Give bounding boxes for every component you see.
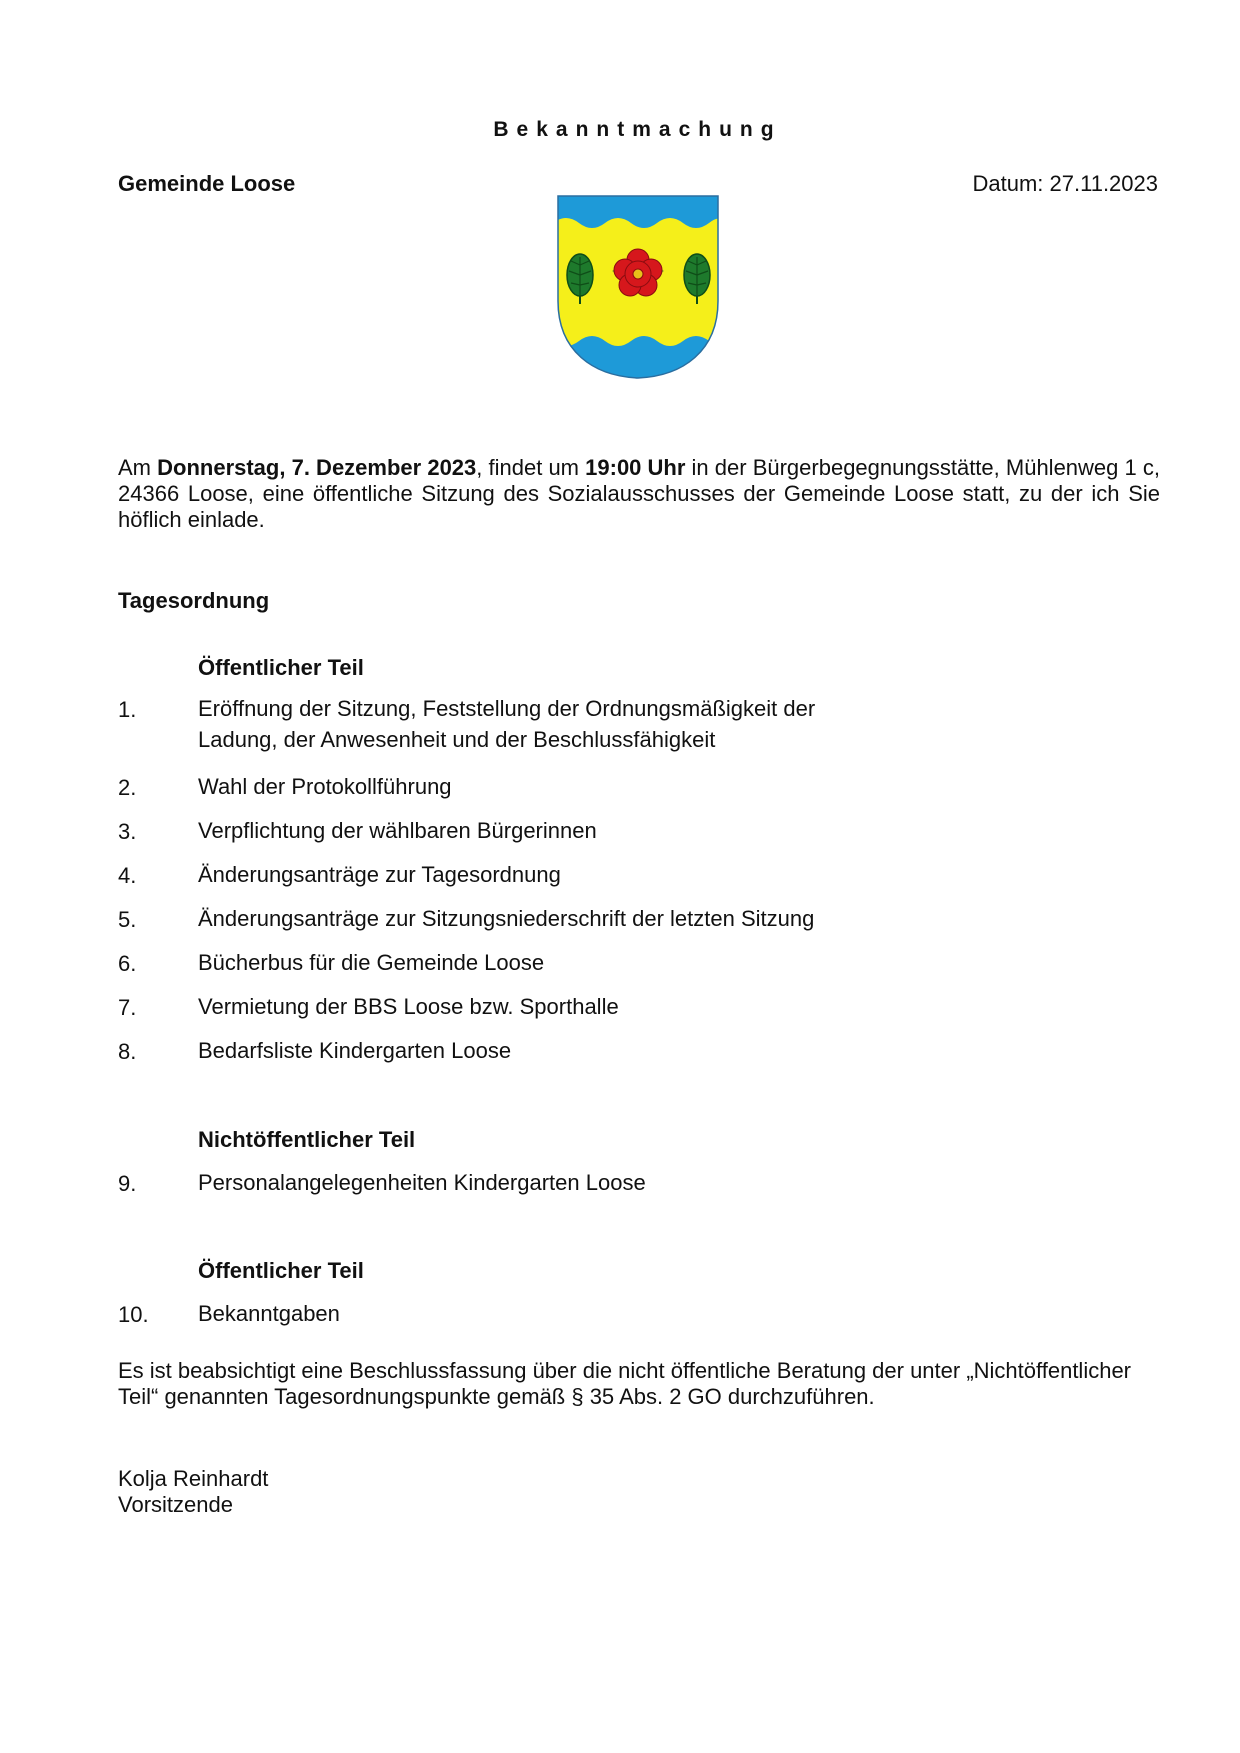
agenda-item-text: Eröffnung der Sitzung, Feststellung der Ordnungsmäßigkeit der Ladung, der Anwesenheit und der Beschlussfähigkeit bbox=[198, 696, 816, 752]
intro-text-1: Am bbox=[118, 455, 158, 480]
section-heading-public-2: Öffentlicher Teil bbox=[198, 1258, 364, 1283]
agenda-heading: Tagesordnung bbox=[118, 588, 270, 613]
agenda-item-text: Änderungsanträge zur Tagesordnung bbox=[198, 862, 561, 887]
meeting-time: 19:00 Uhr bbox=[585, 455, 686, 480]
signature-block bbox=[118, 1466, 268, 1518]
section-heading-public: Öffentlicher Teil bbox=[198, 655, 364, 680]
coat-of-arms-icon bbox=[553, 191, 723, 383]
agenda-item-number: 1. bbox=[118, 697, 137, 722]
agenda-item-number: 7. bbox=[118, 995, 137, 1020]
signatory-role: Vorsitzende bbox=[118, 1492, 233, 1517]
agenda-item-text: Bücherbus für die Gemeinde Loose bbox=[198, 950, 545, 975]
agenda-item-text: Verpflichtung der wählbaren Bürgerinnen bbox=[198, 818, 597, 843]
agenda-item-text: Bekanntgaben bbox=[198, 1301, 340, 1326]
agenda-item-number: 9. bbox=[118, 1171, 137, 1196]
agenda-item-number: 10. bbox=[118, 1302, 149, 1327]
signatory-name: Kolja Reinhardt bbox=[118, 1466, 269, 1491]
document-date: Datum: 27.11.2023 bbox=[972, 171, 1158, 196]
municipality-name: Gemeinde Loose bbox=[118, 171, 296, 196]
agenda-item-number: 4. bbox=[118, 863, 137, 888]
agenda-item-number: 8. bbox=[118, 1039, 137, 1064]
document-title: Bekanntmachung bbox=[493, 118, 782, 141]
agenda-item-text: Bedarfsliste Kindergarten Loose bbox=[198, 1038, 512, 1063]
agenda-item-number: 5. bbox=[118, 907, 137, 932]
intro-text-3: in der Bürgerbegegnungsstätte, Mühlenweg 1 c, 24366 Loose, eine öffentliche Sitzung des Sozialausschusses der Gemeinde Loose statt, zu der ich Sie höflich einlade. bbox=[118, 455, 1160, 532]
meeting-date: Donnerstag, 7. Dezember 2023 bbox=[157, 455, 477, 480]
agenda-item-text: Änderungsanträge zur Sitzungsniederschrift der letzten Sitzung bbox=[198, 906, 815, 931]
agenda-item-text: Wahl der Protokollführung bbox=[198, 774, 452, 799]
agenda-item-text: Vermietung der BBS Loose bzw. Sporthalle bbox=[198, 994, 619, 1019]
intro-text-2: , findet um bbox=[476, 455, 586, 480]
agenda-item-text: Personalangelegenheiten Kindergarten Loose bbox=[198, 1170, 646, 1195]
closing-paragraph: Es ist beabsichtigt eine Beschlussfassung über die nicht öffentliche Beratung der unter „Nichtöffentlicher Teil“ genannten Tagesordnungspunkte gemäß § 35 Abs. 2 GO durchzuführen. bbox=[118, 1358, 1131, 1409]
agenda-item-number: 6. bbox=[118, 951, 137, 976]
section-heading-non-public: Nichtöffentlicher Teil bbox=[198, 1127, 416, 1152]
agenda-item-number: 3. bbox=[118, 819, 137, 844]
agenda-item-number: 2. bbox=[118, 775, 137, 800]
intro-paragraph bbox=[118, 455, 1160, 533]
